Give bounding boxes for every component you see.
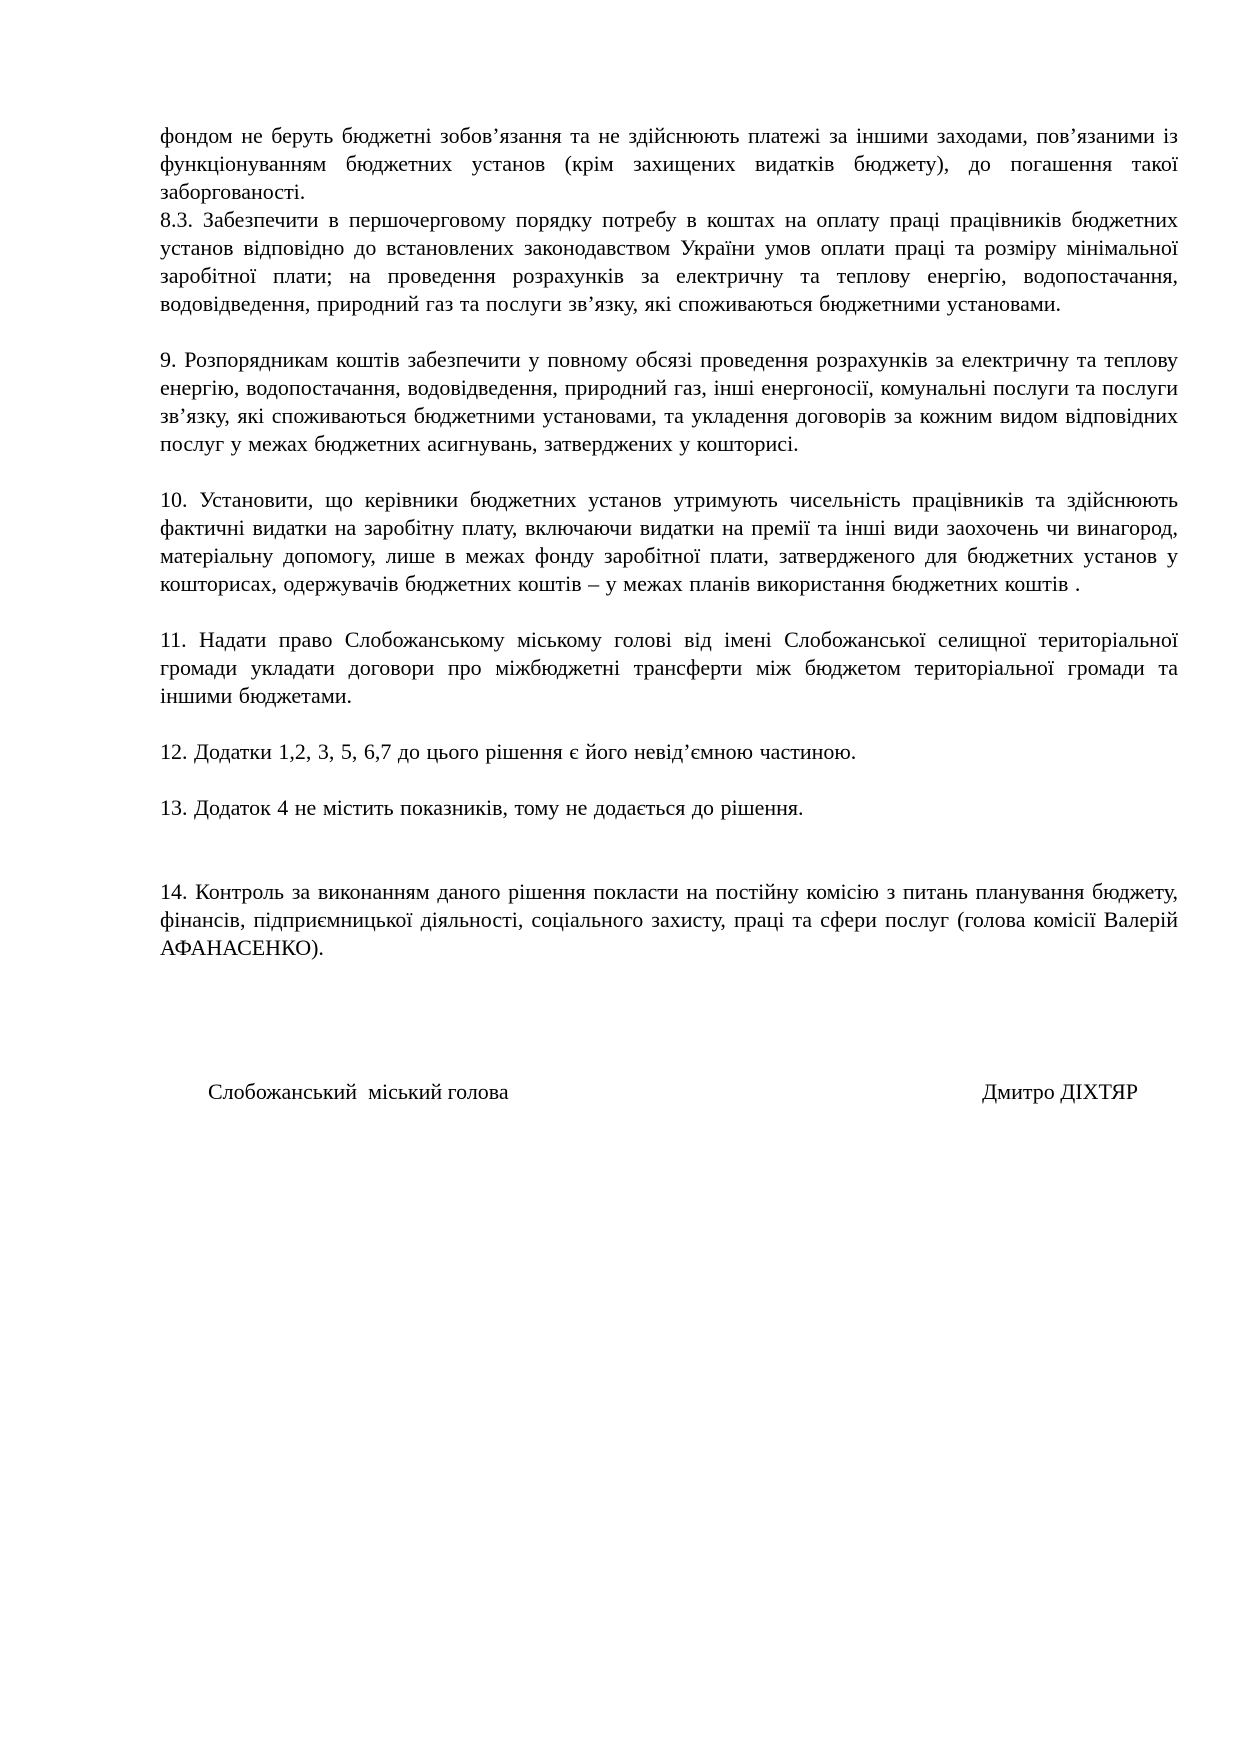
paragraph-14: 14. Контроль за виконанням даного рішення покласти на постійну комісію з питань планування бюджету, фінансів, підприємницької діяльності, соціального захисту, праці та сфери послуг (голова комісії Валерій АФАНАСЕНКО). [160,879,1178,960]
signature-title: Слобожанський міський голова [208,1079,509,1104]
document-body [160,122,1178,1106]
paragraph-8-2-continuation: фондом не беруть бюджетні зобов’язання та не здійснюють платежі за іншими заходами, пов’язаними із функціонуванням бюджетних установ (крім захищених видатків бюджету), до погашення такої заборгованості. [160,123,1178,204]
paragraph-13: 13. Додаток 4 не містить показників, тому не додається до рішення. [160,795,804,820]
signature-row [160,1078,1178,1106]
signature-name: Дмитро ДІХТЯР [982,1079,1138,1104]
paragraph-12: 12. Додатки 1,2, 3, 5, 6,7 до цього рішення є його невід’ємною частиною. [160,739,857,764]
paragraph-8-3: 8.3. Забезпечити в першочерговому порядку потребу в коштах на оплату праці працівників бюджетних установ відповідно до встановлених законодавством України умов оплати праці та розміру мінімальної заробітної плати; на проведення розрахунків за електричну та теплову енергію, водопостачання, водовідведення, природний газ та послуги зв’язку, які споживаються бюджетними установами. [160,207,1178,316]
paragraph-10: 10. Установити, що керівники бюджетних установ утримують чисельність працівників та здійснюють фактичні видатки на заробітну плату, включаючи видатки на премії та інші види заохочень чи винагород, матеріальну допомогу, лише в межах фонду заробітної плати, затвердженого для бюджетних установ у кошторисах, одержувачів бюджетних коштів – у межах планів використання бюджетних коштів . [160,487,1178,596]
paragraph-9: 9. Розпорядникам коштів забезпечити у повному обсязі проведення розрахунків за електричну та теплову енергію, водопостачання, водовідведення, природний газ, інші енергоносії, комунальні послуги та послуги зв’язку, які споживаються бюджетними установами, та укладення договорів за кожним видом відповідних послуг у межах бюджетних асигнувань, затверджених у кошторисі. [160,347,1178,456]
paragraph-11: 11. Надати право Слобожанському міському голові від імені Слобожанської селищної територіальної громади укладати договори про міжбюджетні трансферти між бюджетом територіальної громади та іншими бюджетами. [160,627,1178,708]
